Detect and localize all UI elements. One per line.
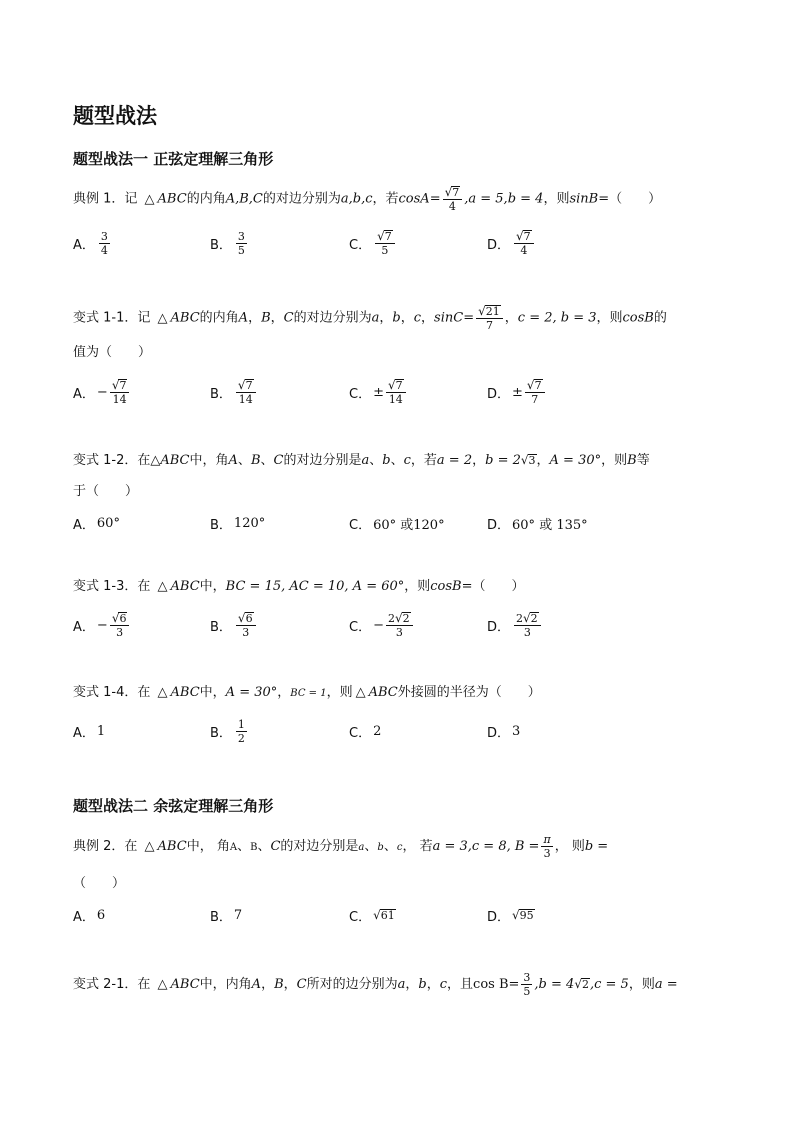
option-a[interactable]: A． − √ 7 14 <box>73 377 131 407</box>
option-d[interactable]: D． 2 √ 2 3 <box>487 610 543 640</box>
problem-4-stem: 变式 1-3．在 △ ABC中，BC = 15, AC = 10, A = 60°，则cosB=（ ） <box>73 579 525 594</box>
option-d[interactable]: D． 60° 或 135° <box>487 517 588 533</box>
problem-1-options <box>73 228 733 258</box>
problem-3-options <box>73 508 733 538</box>
option-c[interactable]: C． 60° 或120° <box>349 517 445 533</box>
option-c[interactable]: C． ± √ 7 14 <box>349 377 408 407</box>
option-a[interactable]: A． $\frac{3}{4}$ <box>73 229 108 257</box>
option-a[interactable]: A． 6 <box>73 907 106 925</box>
option-b[interactable]: B． 120° <box>210 515 266 533</box>
option-d[interactable]: D． 3 <box>487 723 521 741</box>
option-d[interactable]: D． √ 95 <box>487 908 534 925</box>
problem-1-stem: 典例 1．记 △ ABC的内角A,B,C的对边分别为a,b,c，若cosA= √ 7 4 ,a = 5,b = 4，则sinB=（ ） <box>73 185 662 213</box>
page-title: 题型战法 <box>73 104 157 128</box>
option-c[interactable]: C． − 2 √ 2 3 <box>349 610 415 640</box>
option-c[interactable]: C． √ 61 <box>349 908 395 925</box>
problem-6-stem: 典例 2．在 △ ABC中， 角A、B、C的对边分别是a、b、c， 若a = 3,c = 8, B = $\frac{\pi}{3}$ ， 则b = <box>73 833 609 860</box>
option-b[interactable]: B． $\frac{3}{5}$ <box>210 229 245 257</box>
problem-2-stem-line2: 值为（ ） <box>73 345 152 360</box>
problem-3-stem: 变式 1-2．在△ABC中，角A、B、C的对边分别是a、b、c，若a = 2，b = 2 √ 3 ，A = 30°，则B等 <box>73 453 650 468</box>
problem-5-options <box>73 716 733 746</box>
option-c[interactable]: C． 2 <box>349 723 382 741</box>
problem-5-stem: 变式 1-4．在 △ ABC中，A = 30°，BC = 1，则 △ ABC外接圆的半径为（ ） <box>73 685 541 700</box>
option-d[interactable]: D． ± √ 7 7 <box>487 377 547 407</box>
problem-6-stem-line2: （ ） <box>73 876 126 891</box>
option-d[interactable]: D． √ 7 4 <box>487 228 536 258</box>
option-a[interactable]: A． − √ 6 3 <box>73 610 131 640</box>
option-b[interactable]: B． √ 6 3 <box>210 610 258 640</box>
problem-2-options <box>73 377 733 407</box>
option-a[interactable]: A． 60° <box>73 515 120 533</box>
section-title-sine-law: 题型战法一 正弦定理解三角形 <box>73 150 274 168</box>
problem-2-stem: 变式 1-1．记 △ ABC的内角A，B，C的对边分别为a，b，c，sinC= √ 21 7 ，c = 2, b = 3，则cosB的 <box>73 304 667 332</box>
problem-6-options <box>73 900 733 930</box>
problem-4-options <box>73 610 733 640</box>
option-b[interactable]: B． 7 <box>210 907 243 925</box>
option-b[interactable]: B． $\frac{1}{2}$ <box>210 717 245 745</box>
problem-7-stem: 变式 2-1．在 △ ABC中，内角A，B，C所对的边分别为a，b，c，且cos B= $\frac{3}{5}$ ,b = 4 √ 2 ,c = 5，则a = <box>73 971 678 998</box>
section-title-cosine-law: 题型战法二 余弦定理解三角形 <box>73 797 274 815</box>
option-a[interactable]: A． 1 <box>73 723 106 741</box>
problem-3-stem-line2: 于（ ） <box>73 484 139 499</box>
option-b[interactable]: B． √ 7 14 <box>210 377 258 407</box>
option-c[interactable]: C． √ 7 5 <box>349 228 397 258</box>
